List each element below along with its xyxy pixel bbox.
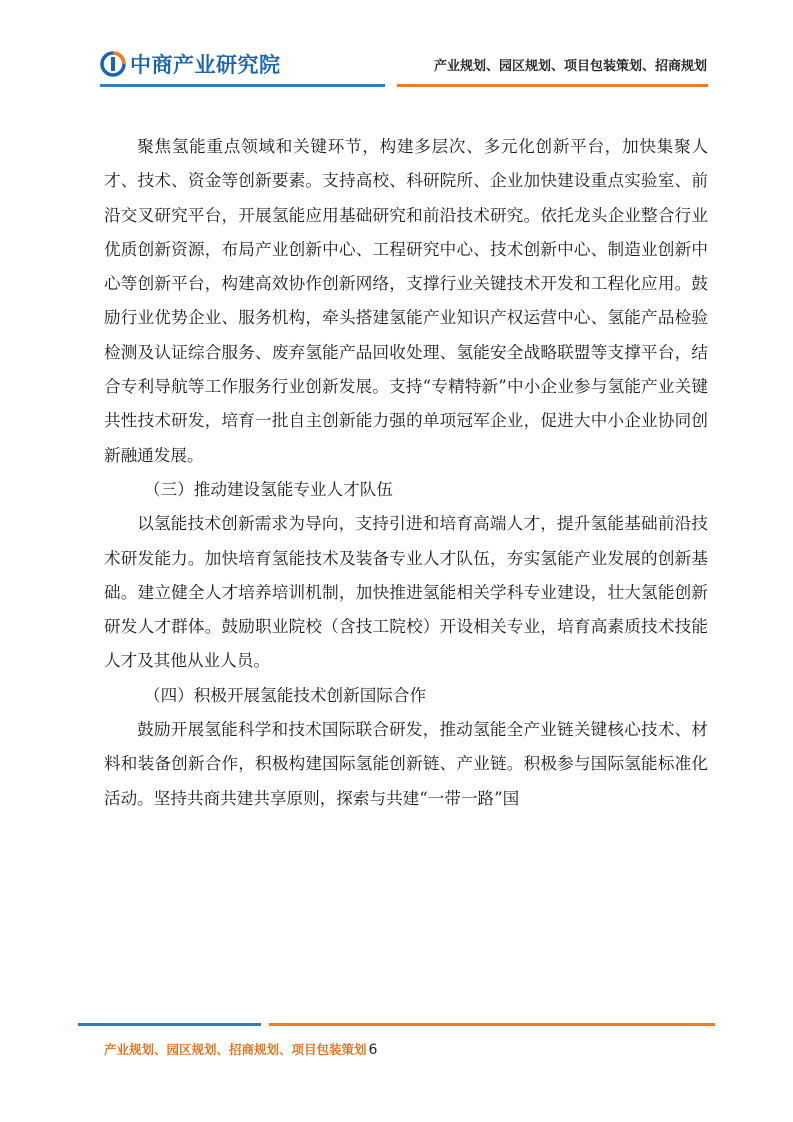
body-paragraph: 鼓励开展氢能科学和技术国际联合研发，推动氢能全产业链关键核心技术、材料和装备创新合作，积极构建国际氢能创新链、产业链。积极参与国际氢能标准化活动。坚持共商共建共享原则，探索与共建“一带一路”国: [104, 720, 708, 808]
header-rule-blue: [100, 84, 385, 87]
footer-rule-orange: [269, 1023, 715, 1026]
logo-mark-icon: [100, 51, 126, 77]
document-body: [104, 130, 708, 816]
page-header: [0, 0, 793, 100]
company-logo: [100, 49, 281, 79]
page-footer: [104, 1040, 377, 1058]
footer-rule-blue: [78, 1023, 261, 1026]
body-paragraph: 以氢能技术创新需求为导向，支持引进和培育高端人才，提升氢能基础前沿技术研发能力。加快培育氢能技术及装备专业人才队伍，夯实氢能产业发展的创新基础。建立健全人才培养培训机制，加快推进氢能相关学科专业建设，壮大氢能创新研发人才群体。鼓励职业院校（含技工院校）开设相关专业，培育高素质技术技能人才及其他从业人员。: [104, 514, 708, 671]
header-tagline: 产业规划、园区规划、项目包装策划、招商规划: [433, 59, 707, 74]
footer-text: 产业规划、园区规划、招商规划、项目包装策划: [104, 1042, 367, 1057]
body-paragraph: 聚焦氢能重点领域和关键环节，构建多层次、多元化创新平台，加快集聚人才、技术、资金等创新要素。支持高校、科研院所、企业加快建设重点实验室、前沿交叉研究平台，开展氢能应用基础研究和前沿技术研究。依托龙头企业整合行业优质创新资源，布局产业创新中心、工程研究中心、技术创新中心、制造业创新中心等创新平台，构建高效协作创新网络，支撑行业关键技术开发和工程化应用。鼓励行业优势企业、服务机构，牵头搭建氢能产业知识产权运营中心、氢能产品检验检测及认证综合服务、废弃氢能产品回收处理、氢能安全战略联盟等支撑平台，结合专利导航等工作服务行业创新发展。支持“专精特新”中小企业参与氢能产业关键共性技术研发，培育一批自主创新能力强的单项冠军企业，促进大中小企业协同创新融通发展。: [104, 137, 708, 465]
header-rule-orange: [397, 84, 708, 87]
logo-text: 中商产业研究院: [130, 53, 281, 77]
page-number: 6: [368, 1042, 378, 1058]
section-heading: （三）推动建设氢能专业人才队伍: [144, 479, 393, 499]
section-heading: （四）积极开展氢能技术创新国际合作: [144, 685, 427, 705]
